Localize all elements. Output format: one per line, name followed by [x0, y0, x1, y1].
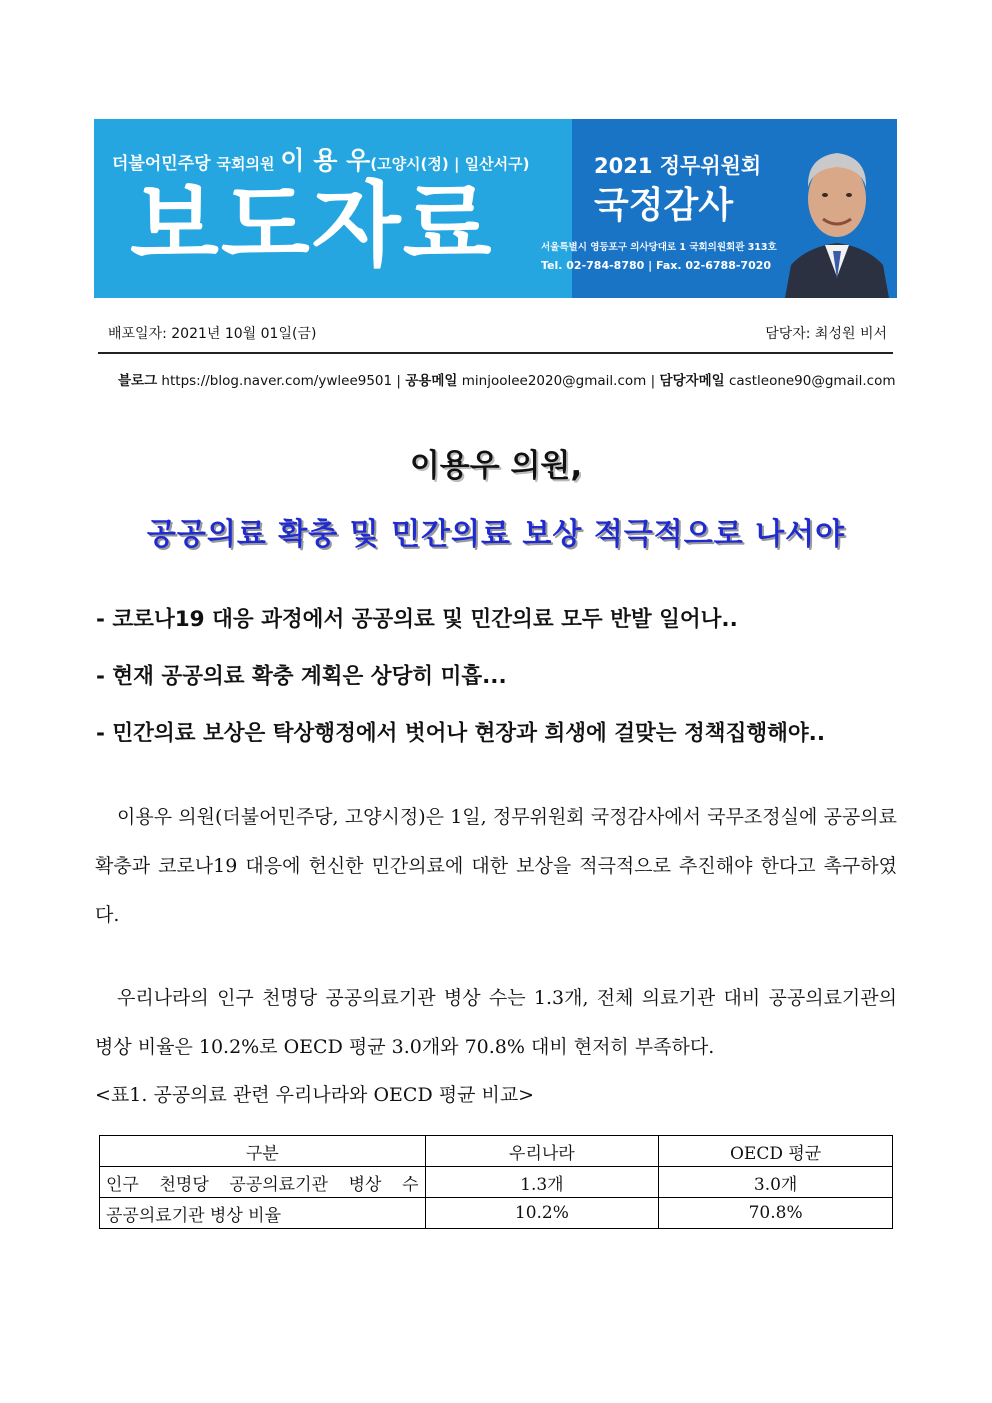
contact-line: 블로그 https://blog.naver.com/ywlee9501 | 공용메일 minjoolee2020@gmail.com | 담당자메일 castleone90@gmail.com: [118, 373, 896, 389]
table-row: [100, 1198, 893, 1229]
comparison-table: [99, 1135, 893, 1229]
headline-member: 이용우 의원,: [409, 448, 583, 484]
header-divider: [98, 352, 893, 354]
table-cell: 공공의료기관 병상 비율: [100, 1198, 426, 1229]
summary-bullet: - 코로나19 대응 과정에서 공공의료 및 민간의료 모두 반발 일어나..: [96, 607, 738, 632]
member-portrait-photo: [777, 127, 897, 298]
body-paragraph: 우리나라의 인구 천명당 공공의료기관 병상 수는 1.3개, 전체 의료기관 대비 공공의료기관의 병상 비율은 10.2%로 OECD 평균 3.0개와 70.8% 대비 현저히 부족하다.: [95, 987, 897, 1058]
table-row: [100, 1167, 893, 1198]
table-caption: <표1. 공공의료 관련 우리나라와 OECD 평균 비교>: [95, 1084, 535, 1106]
audit-committee-label: 2021 정무위원회: [594, 154, 762, 178]
press-release-title: 보도자료: [130, 172, 494, 279]
table-header-cell: 구분: [100, 1136, 426, 1167]
official-mail-label: 공용메일: [405, 373, 458, 389]
table-header-row: [100, 1136, 893, 1167]
table-cell: 70.8%: [659, 1198, 893, 1229]
table-header-cell: OECD 평균: [659, 1136, 893, 1167]
staff-mail-link[interactable]: castleone90@gmail.com: [728, 373, 896, 389]
summary-bullet: - 현재 공공의료 확충 계획은 상당히 미흡...: [96, 664, 507, 689]
blog-label: 블로그: [118, 373, 158, 389]
summary-bullets: [96, 602, 825, 773]
table-cell: 10.2%: [425, 1198, 659, 1229]
table-cell: 3.0개: [659, 1167, 893, 1198]
summary-bullet: - 민간의료 보상은 탁상행정에서 벗어나 현장과 희생에 걸맞는 정책집행해야..: [96, 721, 825, 746]
official-mail-link[interactable]: minjoolee2020@gmail.com: [461, 373, 647, 389]
release-date: 배포일자: 2021년 10월 01일(금): [108, 326, 317, 342]
party-name: 더불어민주당: [112, 154, 211, 174]
member-district: (고양시(정) | 일산서구): [370, 155, 530, 173]
office-phone-fax: Tel. 02-784-8780 | Fax. 02-6788-7020: [541, 259, 772, 272]
body-paragraph: 이용우 의원(더불어민주당, 고양시정)은 1일, 정무위원회 국정감사에서 국무조정실에 공공의료 확충과 코로나19 대응에 헌신한 민간의료에 대한 보상을 적극적으로 추진해야 한다고 촉구하였다.: [95, 806, 897, 926]
member-prefix: 국회의원: [216, 155, 275, 173]
press-release-banner: [94, 119, 897, 298]
member-name: 이 용 우: [280, 146, 371, 175]
headline-main: 공공의료 확충 및 민간의료 보상 적극적으로 나서야: [146, 517, 846, 552]
contact-person: 담당자: 최성원 비서: [765, 326, 887, 342]
table-header-cell: 우리나라: [425, 1136, 659, 1167]
staff-mail-label: 담당자메일: [659, 373, 725, 389]
blog-link[interactable]: https://blog.naver.com/ywlee9501: [161, 373, 393, 389]
table-cell: 인구 천명당 공공의료기관 병상 수: [100, 1167, 426, 1198]
audit-title: 국정감사: [594, 185, 734, 226]
office-address: 서울특별시 영등포구 의사당대로 1 국회의원회관 313호: [541, 242, 777, 253]
table-cell: 1.3개: [425, 1167, 659, 1198]
